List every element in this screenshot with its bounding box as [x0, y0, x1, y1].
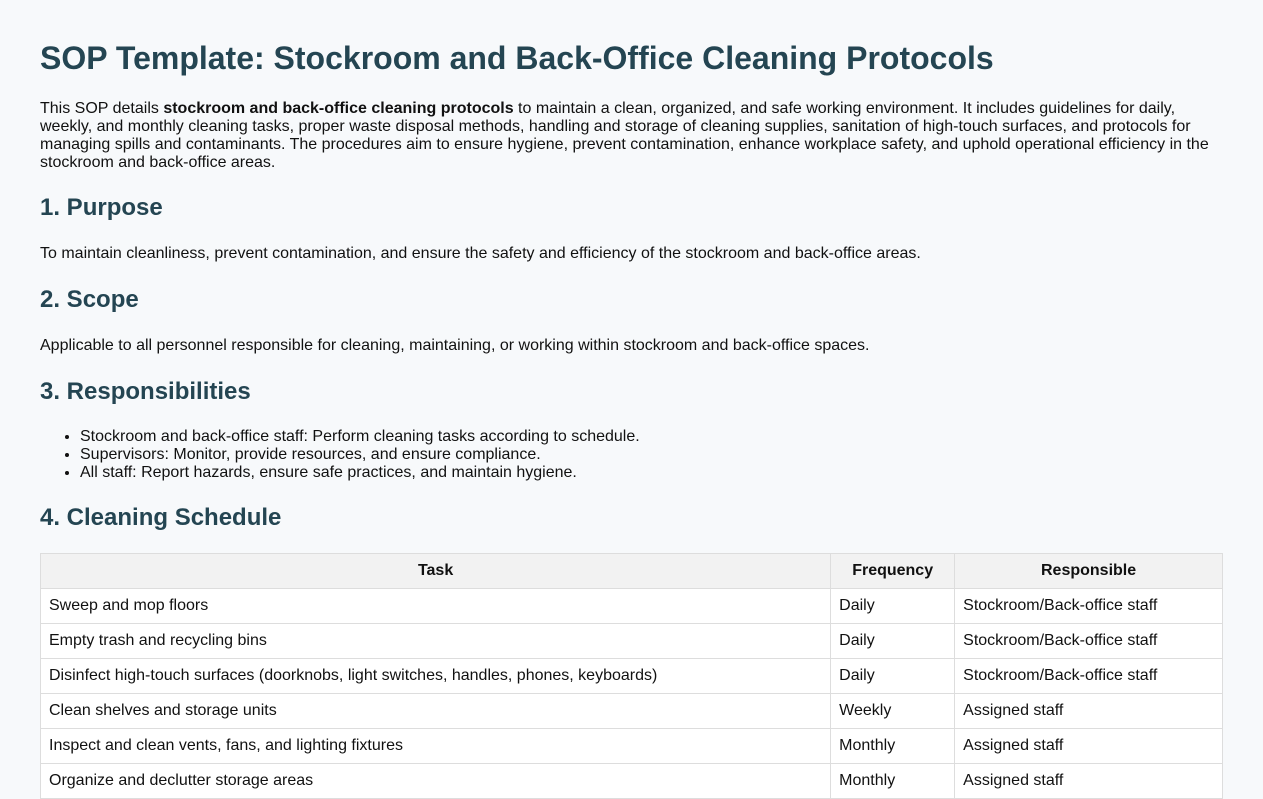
intro-bold-phrase: stockroom and back-office cleaning protocols [163, 100, 514, 117]
page-title: SOP Template: Stockroom and Back-Office Cleaning Protocols [40, 40, 994, 76]
intro-prefix: This SOP details [40, 100, 164, 117]
frequency-cell: Daily [831, 659, 955, 694]
frequency-cell: Daily [831, 589, 955, 624]
list-item: • Supervisors: Monitor, provide resources, and ensure compliance. [80, 446, 1223, 464]
responsible-cell: Assigned staff [955, 764, 1223, 799]
column-header-frequency: Frequency [831, 554, 955, 589]
column-header-task: Task [41, 554, 831, 589]
purpose-heading: 1. Purpose [40, 194, 163, 221]
responsible-cell: Assigned staff [955, 694, 1223, 729]
frequency-cell: Monthly [831, 764, 955, 799]
cleaning-schedule-table [40, 553, 1223, 799]
responsible-cell: Stockroom/Back-office staff [955, 624, 1223, 659]
table-header-row [41, 554, 1223, 589]
scope-text: Applicable to all personnel responsible for cleaning, maintaining, or working within stockroom and back-office spaces. [40, 337, 870, 354]
column-header-responsible: Responsible [955, 554, 1223, 589]
task-cell: Clean shelves and storage units [41, 694, 831, 729]
task-cell: Disinfect high-touch surfaces (doorknobs, light switches, handles, phones, keyboards) [41, 659, 831, 694]
task-cell: Inspect and clean vents, fans, and lighting fixtures [41, 729, 831, 764]
table-row [41, 764, 1223, 799]
table-row [41, 624, 1223, 659]
frequency-cell: Monthly [831, 729, 955, 764]
schedule-heading: 4. Cleaning Schedule [40, 504, 282, 531]
responsible-cell: Stockroom/Back-office staff [955, 589, 1223, 624]
task-cell: Organize and declutter storage areas [41, 764, 831, 799]
table-row [41, 729, 1223, 764]
task-cell: Empty trash and recycling bins [41, 624, 831, 659]
responsibilities-heading: 3. Responsibilities [40, 378, 251, 405]
responsible-cell: Stockroom/Back-office staff [955, 659, 1223, 694]
frequency-cell: Weekly [831, 694, 955, 729]
list-item: • All staff: Report hazards, ensure safe practices, and maintain hygiene. [80, 464, 1223, 482]
intro-paragraph [40, 100, 1223, 172]
task-cell: Sweep and mop floors [41, 589, 831, 624]
responsibilities-list [40, 428, 1223, 482]
list-item: • Stockroom and back-office staff: Perform cleaning tasks according to schedule. [80, 428, 1223, 446]
table-row [41, 659, 1223, 694]
intro-suffix: to maintain a clean, organized, and safe working environment. It includes guidelines for daily, weekly, and monthly cleaning tasks, proper waste disposal methods, handling and storage of cleaning supplies, sanitation of high-touch surfaces, and protocols for managing spills and contaminants. The procedures aim to ensure hygiene, prevent contamination, enhance workplace safety, and uphold operational efficiency in the stockroom and back-office areas. [40, 100, 1209, 171]
scope-heading: 2. Scope [40, 286, 139, 313]
frequency-cell: Daily [831, 624, 955, 659]
responsible-cell: Assigned staff [955, 729, 1223, 764]
table-row [41, 589, 1223, 624]
purpose-text: To maintain cleanliness, prevent contamination, and ensure the safety and efficiency of the stockroom and back-office areas. [40, 245, 921, 262]
table-row [41, 694, 1223, 729]
